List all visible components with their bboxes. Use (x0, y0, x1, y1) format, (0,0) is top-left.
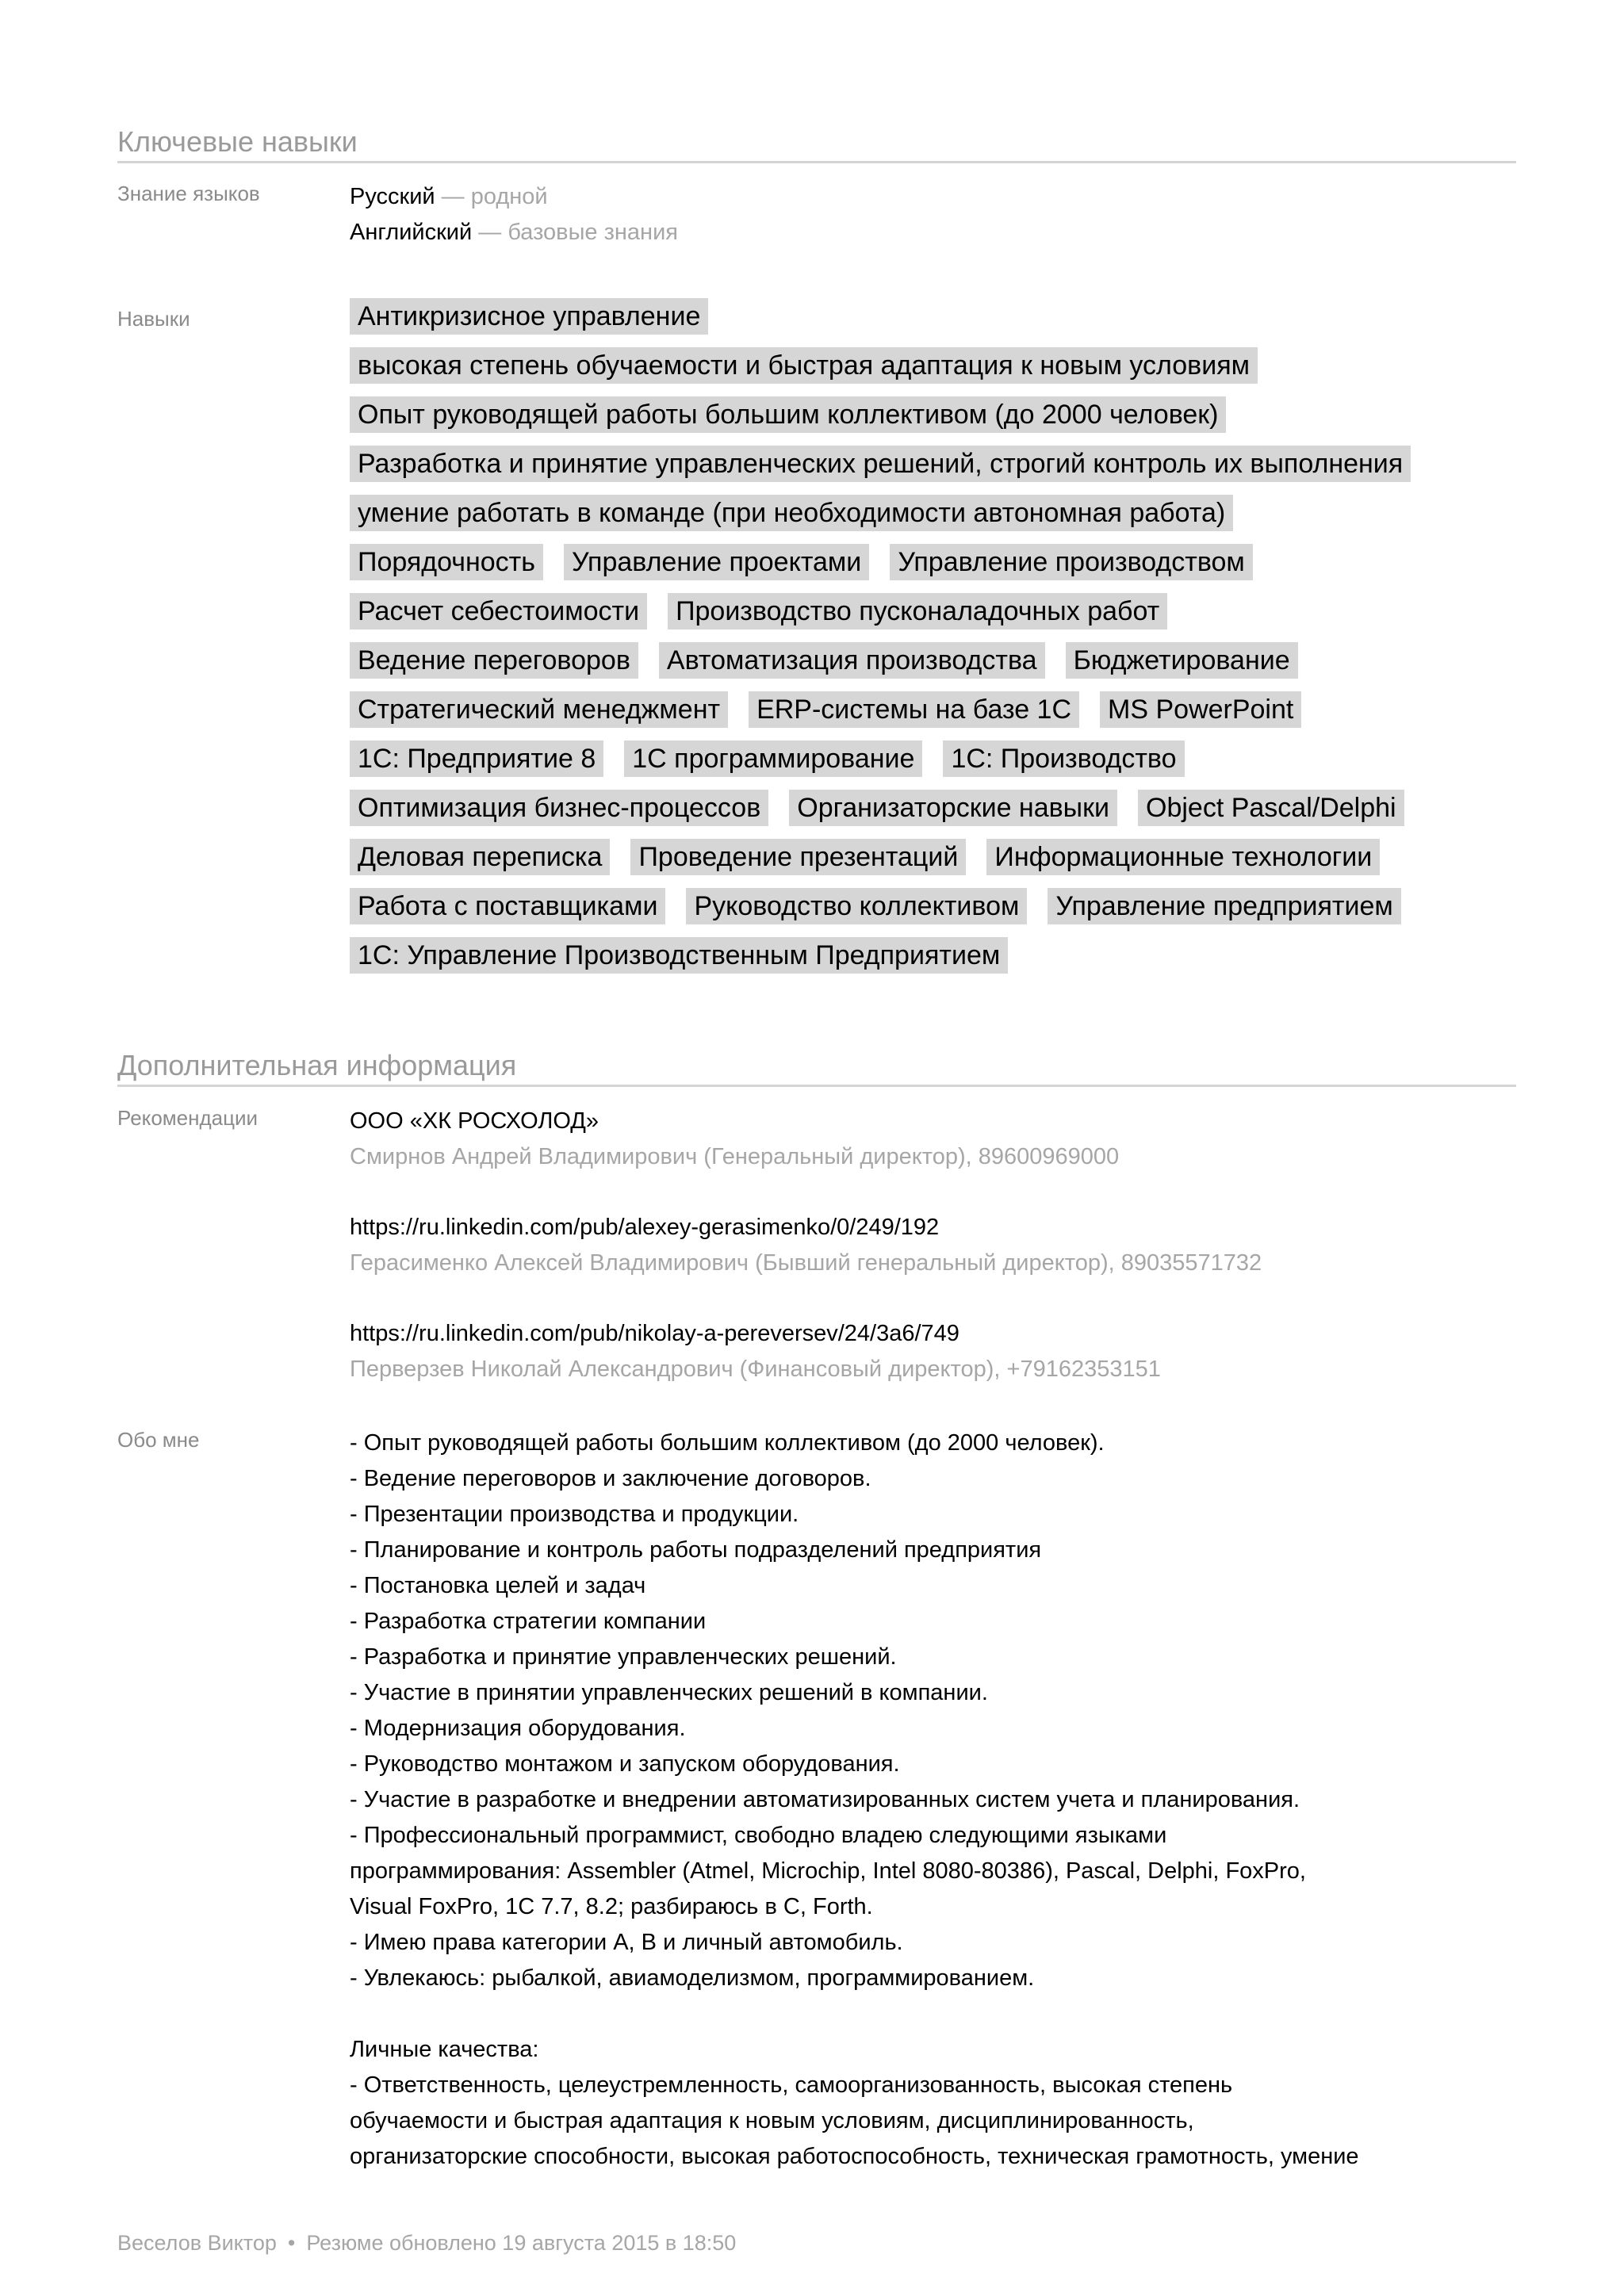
recommendation-item (350, 1104, 1523, 1175)
about-line: программирования: Assembler (Atmel, Microchip, Intel 8080-80386), Pascal, Delphi, FoxPro, (350, 1858, 1306, 1884)
skill-tag: Проведение презентаций (630, 839, 966, 875)
about-line: - Разработка и принятие управленческих решений. (350, 1644, 897, 1670)
skill-tag: Расчет себестоимости (350, 593, 647, 629)
skill-row (350, 790, 1492, 839)
language-item (350, 215, 1523, 251)
language-item (350, 179, 1523, 215)
skill-tag: Производство пусконаладочных работ (668, 593, 1167, 629)
skill-tag: 1С: Управление Производственным Предприятием (350, 937, 1008, 974)
section-title-additional: Дополнительная информация (117, 1048, 1516, 1087)
skill-row (350, 446, 1492, 495)
about-line: - Увлекаюсь: рыбалкой, авиамоделизмом, программированием. (350, 1965, 1035, 1991)
about-line (350, 1996, 1523, 2032)
skill-tag: Управление предприятием (1048, 888, 1400, 924)
section-title-key-skills: Ключевые навыки (117, 124, 1516, 163)
skill-tag: 1С: Производство (943, 740, 1184, 777)
skill-tag: 1С: Предприятие 8 (350, 740, 603, 777)
skill-row (350, 740, 1492, 790)
about-line: - Презентации производства и продукции. (350, 1502, 799, 1527)
skill-tag: Управление проектами (564, 544, 869, 580)
skill-row (350, 495, 1492, 544)
skill-row (350, 298, 1492, 347)
about-line: - Участие в разработке и внедрении автоматизированных систем учета и планирования. (350, 1787, 1300, 1812)
footer-updated: Резюме обновлено 19 августа 2015 в 18:50 (306, 2231, 737, 2255)
skill-tag: MS PowerPoint (1100, 691, 1301, 728)
skill-tag: Руководство коллективом (686, 888, 1027, 924)
skill-tag: умение работать в команде (при необходимости автономная работа) (350, 495, 1233, 531)
recommendations-label: Рекомендации (117, 1106, 259, 1130)
language-level: — родной (435, 184, 548, 209)
skill-tag: Бюджетирование (1066, 642, 1298, 679)
skill-tag: Работа с поставщиками (350, 888, 665, 924)
languages-label: Знание языков (117, 182, 260, 205)
skill-tag: Информационные технологии (986, 839, 1380, 875)
skill-tag: Разработка и принятие управленческих решений, строгий контроль их выполнения (350, 446, 1411, 482)
languages-list (350, 179, 1523, 251)
skill-row (350, 396, 1492, 446)
skill-tag: Деловая переписка (350, 839, 610, 875)
skill-tag: Оптимизация бизнес-процессов (350, 790, 768, 826)
skill-tag: высокая степень обучаемости и быстрая адаптация к новым условиям (350, 347, 1258, 384)
about-line: - Профессиональный программист, свободно владею следующими языками (350, 1823, 1167, 1848)
skill-tag: Ведение переговоров (350, 642, 638, 679)
skills-label: Навыки (117, 307, 190, 331)
skill-tag: Организаторские навыки (789, 790, 1117, 826)
skill-tag: Автоматизация производства (659, 642, 1045, 679)
about-line: обучаемости и быстрая адаптация к новым условиям, дисциплинированность, (350, 2108, 1194, 2133)
about-line: - Участие в принятии управленческих решений в компании. (350, 1680, 988, 1705)
skill-row (350, 691, 1492, 740)
recommendation-link[interactable]: https://ru.linkedin.com/pub/nikolay-a-pereversev/24/3a6/749 (350, 1321, 959, 1346)
recommendation-contact: Герасименко Алексей Владимирович (Бывший генеральный директор), 89035571732 (350, 1250, 1262, 1276)
about-line: - Разработка стратегии компании (350, 1609, 707, 1634)
skill-tag: ERP-системы на базе 1С (749, 691, 1079, 728)
skill-tag: 1С программирование (624, 740, 922, 777)
footer-name: Веселов Виктор (117, 2231, 277, 2255)
about-label: Обо мне (117, 1428, 200, 1452)
recommendation-item (350, 1316, 1523, 1387)
skill-tag: Управление производством (890, 544, 1252, 580)
skill-row (350, 347, 1492, 396)
skill-tag: Антикризисное управление (350, 298, 708, 335)
skills-list (350, 298, 1492, 986)
about-line: - Модернизация оборудования. (350, 1716, 686, 1741)
about-line: - Планирование и контроль работы подразделений предприятия (350, 1537, 1042, 1563)
about-line: - Ответственность, целеустремленность, самоорганизованность, высокая степень (350, 2072, 1233, 2098)
footer-separator: • (287, 2231, 296, 2255)
skill-tag: Стратегический менеджмент (350, 691, 728, 728)
skill-row (350, 937, 1492, 986)
language-name: Английский (350, 220, 473, 245)
recommendation-contact: Смирнов Андрей Владимирович (Генеральный директор), 89600969000 (350, 1144, 1120, 1169)
skill-tag: Object Pascal/Delphi (1138, 790, 1404, 826)
footer (117, 2229, 736, 2256)
about-line: - Опыт руководящей работы большим коллективом (до 2000 человек). (350, 1430, 1105, 1456)
recommendation-contact: Перверзев Николай Александрович (Финансовый директор), +79162353151 (350, 1357, 1161, 1382)
about-line: организаторские способности, высокая работоспособность, техническая грамотность, умение (350, 2144, 1359, 2169)
about-text (350, 1425, 1523, 2175)
about-line: Visual FoxPro, 1C 7.7, 8.2; разбираюсь в C, Forth. (350, 1894, 873, 1919)
recommendation-company: ООО «ХК РОСХОЛОД» (350, 1108, 599, 1134)
about-line: - Ведение переговоров и заключение договоров. (350, 1466, 871, 1491)
skill-row (350, 544, 1492, 593)
skill-tag: Опыт руководящей работы большим коллективом (до 2000 человек) (350, 396, 1226, 433)
language-name: Русский (350, 184, 435, 209)
skill-tag: Порядочность (350, 544, 543, 580)
skill-row (350, 642, 1492, 691)
recommendation-item (350, 1210, 1523, 1281)
recommendation-link[interactable]: https://ru.linkedin.com/pub/alexey-gerasimenko/0/249/192 (350, 1215, 940, 1240)
skill-row (350, 888, 1492, 937)
about-line: - Имею права категории A, B и личный автомобиль. (350, 1930, 903, 1955)
about-line: - Постановка целей и задач (350, 1573, 646, 1598)
recommendations-list (350, 1104, 1523, 1422)
skill-row (350, 839, 1492, 888)
skill-row (350, 593, 1492, 642)
about-line: Личные качества: (350, 2037, 539, 2062)
language-level: — базовые знания (472, 220, 678, 245)
about-line: - Руководство монтажом и запуском оборудования. (350, 1751, 900, 1777)
